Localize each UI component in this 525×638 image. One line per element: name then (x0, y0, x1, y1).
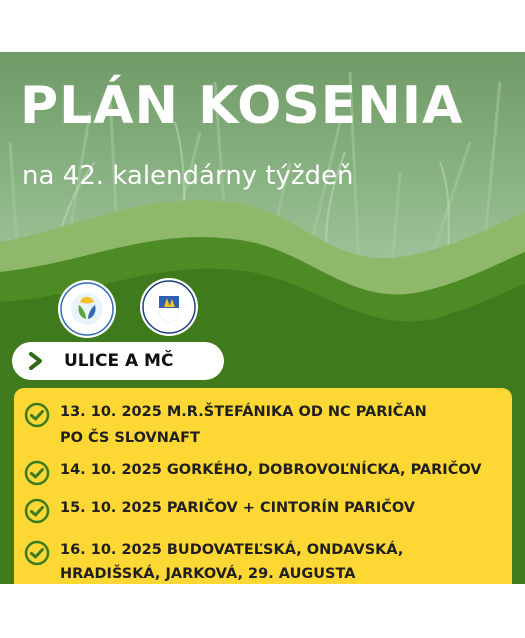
schedule-date-line: 13. 10. 2025 M.R.ŠTEFÁNIKA OD NC PARIČAN (60, 404, 427, 420)
schedule-date-line: HRADIŠSKÁ, JARKOVÁ, 29. AUGUSTA (60, 566, 356, 582)
section-label: ULICE A MČ (64, 351, 174, 371)
schedule-date-line: 14. 10. 2025 GORKÉHO, DOBROVOĽNÍCKA, PARIČOV (60, 462, 482, 478)
check-circle-icon (24, 402, 50, 428)
schedule-date-line: 16. 10. 2025 BUDOVATEĽSKÁ, ONDAVSKÁ, (60, 542, 404, 558)
schedule-date-line: 15. 10. 2025 PARIČOV + CINTORÍN PARIČOV (60, 500, 416, 516)
page-subtitle: na 42. kalendárny týždeň (22, 161, 354, 191)
poster (0, 52, 525, 584)
check-circle-icon (24, 460, 50, 486)
section-chip (12, 342, 224, 380)
chevron-right-icon (28, 351, 48, 371)
check-circle-icon (24, 498, 50, 524)
schedule-date-line: PO ČS SLOVNAFT (60, 430, 200, 446)
check-circle-icon (24, 540, 50, 566)
page-title: PLÁN KOSENIA (20, 76, 464, 136)
mesto-trebisov-logo (140, 278, 198, 336)
technicke-sluzby-logo (58, 280, 116, 338)
schedule-panel (14, 388, 512, 584)
